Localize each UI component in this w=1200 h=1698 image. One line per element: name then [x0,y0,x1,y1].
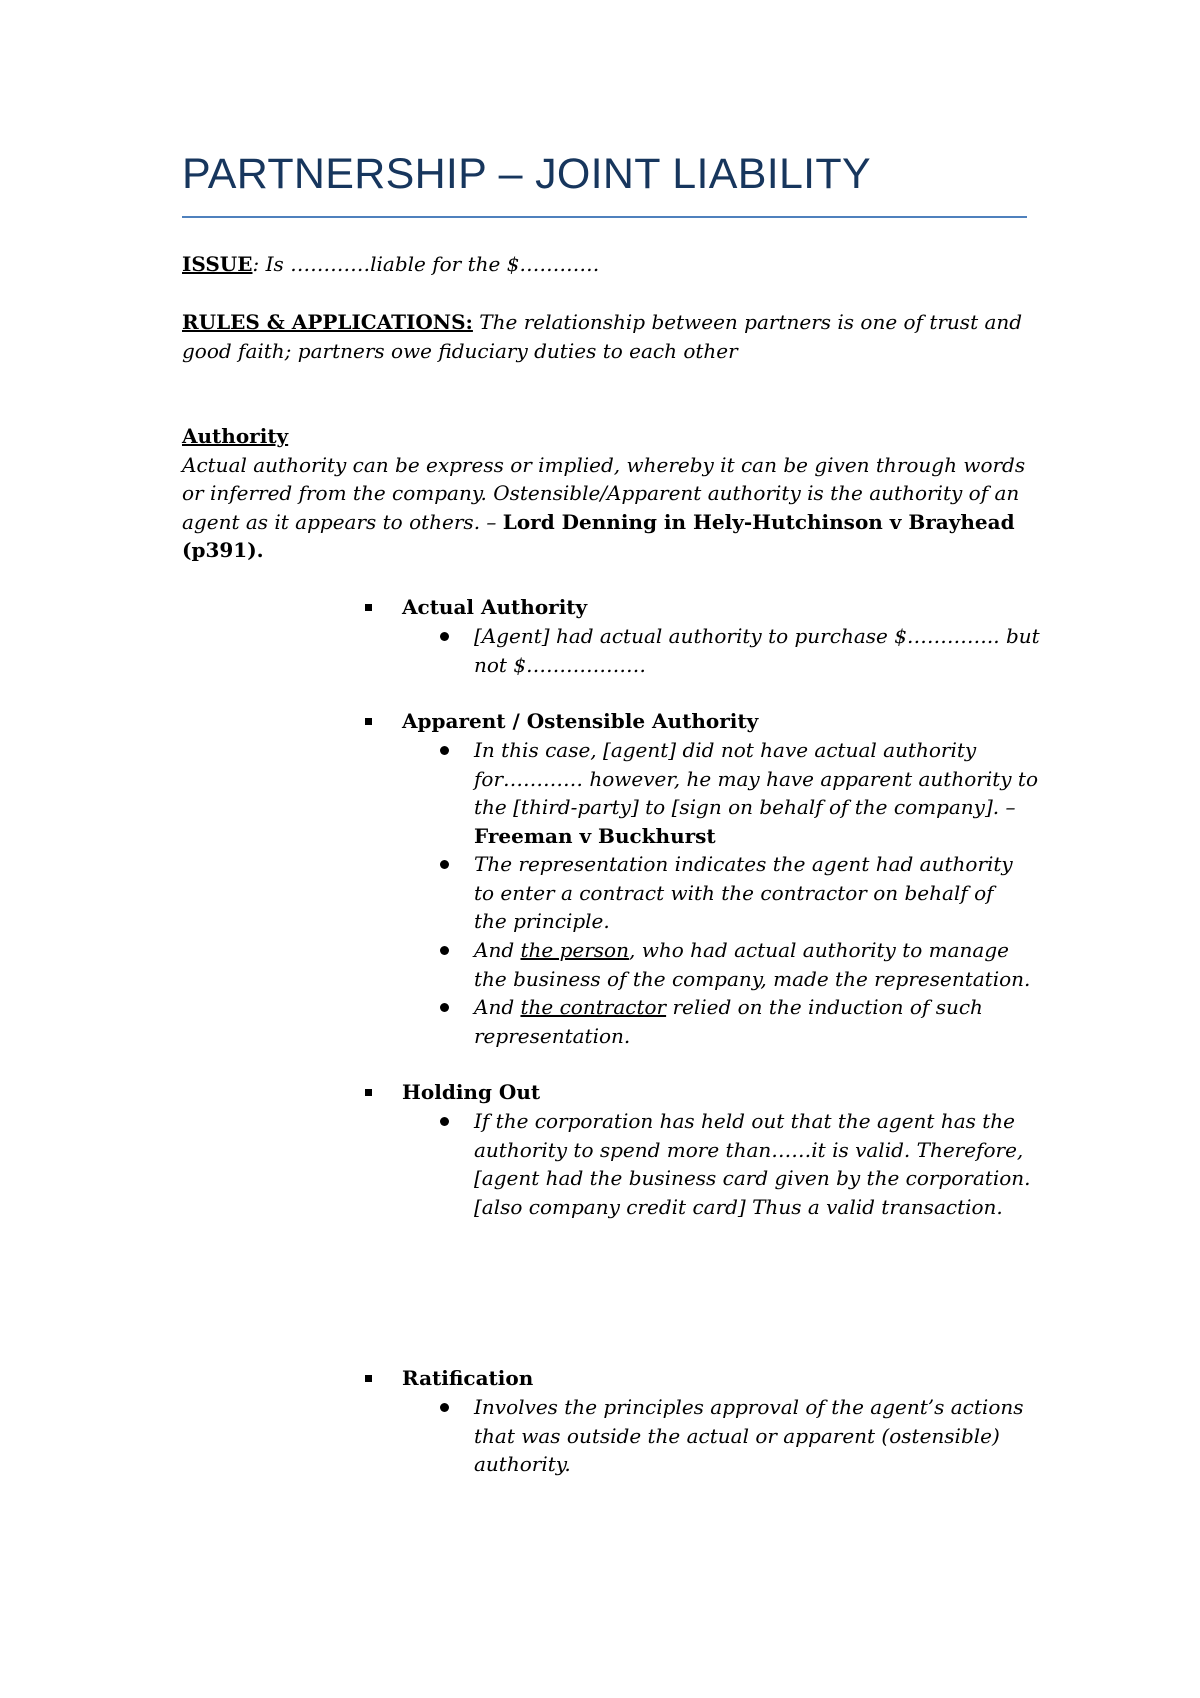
authority-line3-text: agent as it appears to others. – [182,509,503,534]
list-item-text: And [474,938,521,962]
round-bullet-icon [440,1117,449,1126]
list-item-line: that was outside the actual or apparent (ostensible) [474,1423,1000,1448]
rules-paragraph [182,308,1027,365]
round-bullet-icon [440,746,449,755]
issue-paragraph [182,250,1027,279]
list-item [474,993,1034,1050]
issue-text: : Is …………liable for the $………… [252,252,600,276]
list-item-line: to enter a contract with the contractor on behalf of [474,880,994,905]
list-item-line: not $……………… [474,652,647,677]
list-item [474,1107,1034,1221]
round-bullet-icon [440,860,449,869]
section-heading: Apparent / Ostensible Authority [402,709,759,733]
list-item-line: for………… however, he may have apparent authority to [474,766,1038,791]
round-bullet-icon [440,1403,449,1412]
title-underline-rule [182,216,1027,218]
list-item-text: relied on the induction of such [666,995,983,1019]
list-item-line: In this case, [agent] did not have actual authority [474,738,977,762]
list-item [474,936,1034,993]
list-item-line: representation. [474,1023,631,1048]
rules-text-line1: The relationship between partners is one of trust and [472,310,1023,334]
section-heading: Actual Authority [402,595,588,619]
issue-label: ISSUE [182,252,253,276]
square-bullet-icon [365,1375,372,1382]
authority-line1: Actual authority can be express or implied, whereby it can be given through words [182,452,1026,477]
authority-heading: Authority [182,424,289,448]
list-item [474,736,1038,850]
list-item-line: [Agent] had actual authority to purchase $………….. but [474,624,1040,648]
list-item-line: The representation indicates the agent had authority [474,852,1013,876]
section-heading: Ratification [402,1366,534,1390]
list-item-line: the principle. [474,909,610,933]
rules-label: RULES & APPLICATIONS: [182,310,473,334]
list-item-line: the [third-party] to [sign on behalf of the company]. – [474,795,1016,819]
list-item-line: If the corporation has held out that the agent has the [474,1109,1015,1133]
list-item-line: [also company credit card] Thus a valid transaction. [474,1194,1003,1219]
list-item-line: Involves the principles approval of the agent’s actions [474,1395,1024,1419]
underlined-term: the contractor [520,995,667,1019]
list-item-text: And [474,995,521,1019]
authority-case-citation: Lord Denning in Hely-Hutchinson v Brayhead [502,509,1015,534]
underlined-term: the person [520,938,629,962]
case-citation: Freeman v Buckhurst [474,823,716,848]
list-item-line: authority. [474,1452,571,1476]
list-item [474,622,1040,679]
list-item-line: the business of the company, made the representation. [474,966,1031,991]
section-heading: Holding Out [402,1080,541,1104]
round-bullet-icon [440,632,449,641]
list-item-line: [agent had the business card given by the corporation. [474,1166,1031,1190]
page-title: PARTNERSHIP – JOINT LIABILITY [182,150,871,198]
list-item-line: authority to spend more than……it is valid. Therefore, [474,1137,1024,1162]
list-item [474,1393,1034,1479]
square-bullet-icon [365,718,372,725]
square-bullet-icon [365,604,372,611]
authority-line2: or inferred from the company. Ostensible/Apparent authority is the authority of an [182,481,1020,505]
square-bullet-icon [365,1089,372,1096]
list-item [474,850,1034,936]
authority-case-page: (p391). [182,538,264,562]
list-item-text: , who had actual authority to manage [628,938,1009,962]
round-bullet-icon [440,1003,449,1012]
rules-text-line2: good faith; partners owe fiduciary duties to each other [182,338,738,363]
authority-paragraph [182,422,1027,565]
round-bullet-icon [440,946,449,955]
